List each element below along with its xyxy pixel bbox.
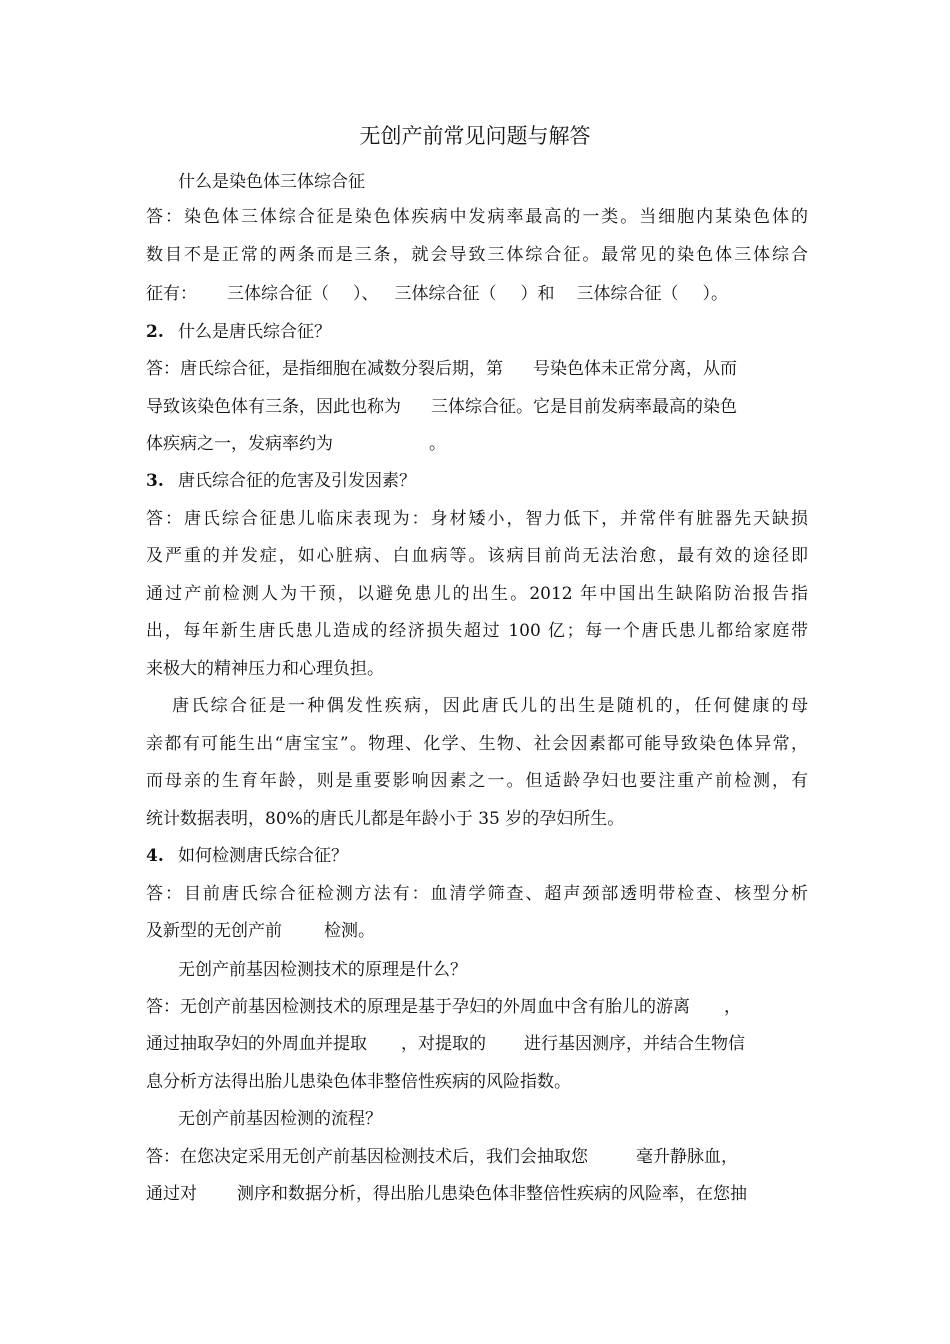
answer-2-line-3	[146, 430, 808, 458]
text-segment: 检测。	[324, 921, 375, 941]
answer-2-line-2	[146, 393, 808, 421]
paragraph-line-1: 唐氏综合征是一种偶发性疾病，因此唐氏儿的出生是随机的，任何健康的母	[172, 696, 808, 716]
answer-6-line-2	[146, 1180, 808, 1208]
text-segment: 三体综合征（	[227, 284, 329, 304]
text-segment: ）。	[702, 284, 728, 304]
text-segment: 通过抽取孕妇的外周血并提取	[146, 1034, 367, 1054]
text-segment: 导致该染色体有三条，因此也称为	[146, 397, 401, 417]
question-text: 什么是唐氏综合征？	[178, 322, 331, 342]
text-segment: 通过对	[146, 1184, 197, 1204]
text-segment: 征有：	[146, 284, 197, 304]
question-number: 4.	[146, 846, 164, 866]
text-segment: ）、	[353, 284, 379, 304]
question-number: 3.	[146, 471, 164, 491]
paragraph-line-2: 亲都有可能生出“唐宝宝”。物理、化学、生物、社会因素都可能导致染色体异常，	[146, 734, 808, 754]
answer-3-line-5: 来极大的精神压力和心理负担。	[146, 659, 384, 679]
question-5: 无创产前基因检测技术的原理是什么？	[178, 960, 467, 980]
answer-6-line-1	[146, 1143, 808, 1171]
question-6: 无创产前基因检测的流程？	[178, 1109, 382, 1129]
answer-1-line-2: 数目不是正常的两条而是三条，就会导致三体综合征。最常见的染色体三体综合	[146, 245, 808, 265]
text-segment: 体疾病之一，发病率约为	[146, 434, 333, 454]
answer-1-line-3	[146, 280, 808, 308]
text-segment: 答：在您决定采用无创产前基因检测技术后，我们会抽取您	[146, 1147, 588, 1167]
question-1: 什么是染色体三体综合征	[178, 172, 365, 192]
answer-3-line-4: 出，每年新生唐氏患儿造成的经济损失超过 100 亿；每一个唐氏患儿都给家庭带	[146, 621, 808, 641]
question-number: 2.	[146, 322, 164, 342]
answer-5-line-3: 息分析方法得出胎儿患染色体非整倍性疾病的风险指数。	[146, 1072, 571, 1092]
answer-5-line-2	[146, 1030, 808, 1058]
answer-3-line-2: 及严重的并发症，如心脏病、白血病等。该病目前尚无法治愈，最有效的途径即	[146, 546, 808, 566]
answer-4-line-2	[146, 917, 808, 945]
text-segment: ，	[724, 997, 741, 1017]
paragraph-line-3: 而母亲的生育年龄，则是重要影响因素之一。但适龄孕妇也要注重产前检测，有	[146, 771, 808, 791]
paragraph-line-4: 统计数据表明，80%的唐氏儿都是年龄小于 35 岁的孕妇所生。	[146, 809, 625, 829]
answer-3-line-1: 答：唐氏综合征患儿临床表现为：身材矮小，智力低下，并常伴有脏器先天缺损	[146, 509, 808, 529]
answer-4-line-1: 答：目前唐氏综合征检测方法有：血清学筛查、超声颈部透明带检查、核型分析	[146, 884, 808, 904]
text-segment: 进行基因测序，并结合生物信	[524, 1034, 745, 1054]
question-2	[146, 318, 808, 346]
answer-3-line-3: 通过产前检测人为干预，以避免患儿的出生。2012 年中国出生缺陷防治报告指	[146, 584, 808, 604]
text-segment: 三体综合征。它是目前发病率最高的染色	[431, 397, 737, 417]
text-segment: 答：唐氏综合征，是指细胞在减数分裂后期，第	[146, 359, 503, 379]
page-title: 无创产前常见问题与解答	[359, 124, 591, 148]
question-4	[146, 842, 808, 870]
text-segment: 及新型的无创产前	[146, 921, 282, 941]
question-text: 唐氏综合征的危害及引发因素？	[178, 471, 416, 491]
text-segment: 三体综合征（	[576, 284, 679, 304]
text-segment: 答：无创产前基因检测技术的原理是基于孕妇的外周血中含有胎儿的游离	[146, 997, 690, 1017]
question-3	[146, 467, 808, 495]
text-segment: ）和	[520, 284, 555, 304]
text-segment: 。	[429, 434, 446, 454]
answer-1-line-1: 答：染色体三体综合征是染色体疾病中发病率最高的一类。当细胞内某染色体的	[146, 207, 808, 227]
answer-2-line-1	[146, 355, 808, 383]
text-segment: 毫升静脉血，	[636, 1147, 738, 1167]
text-segment: 测序和数据分析，得出胎儿患染色体非整倍性疾病的风险率，在您抽	[237, 1184, 747, 1204]
question-text: 如何检测唐氏综合征？	[178, 846, 348, 866]
text-segment: 三体综合征（	[394, 284, 497, 304]
text-segment: 号染色体未正常分离，从而	[533, 359, 737, 379]
answer-5-line-1	[146, 993, 808, 1021]
text-segment: ，对提取的	[401, 1034, 486, 1054]
